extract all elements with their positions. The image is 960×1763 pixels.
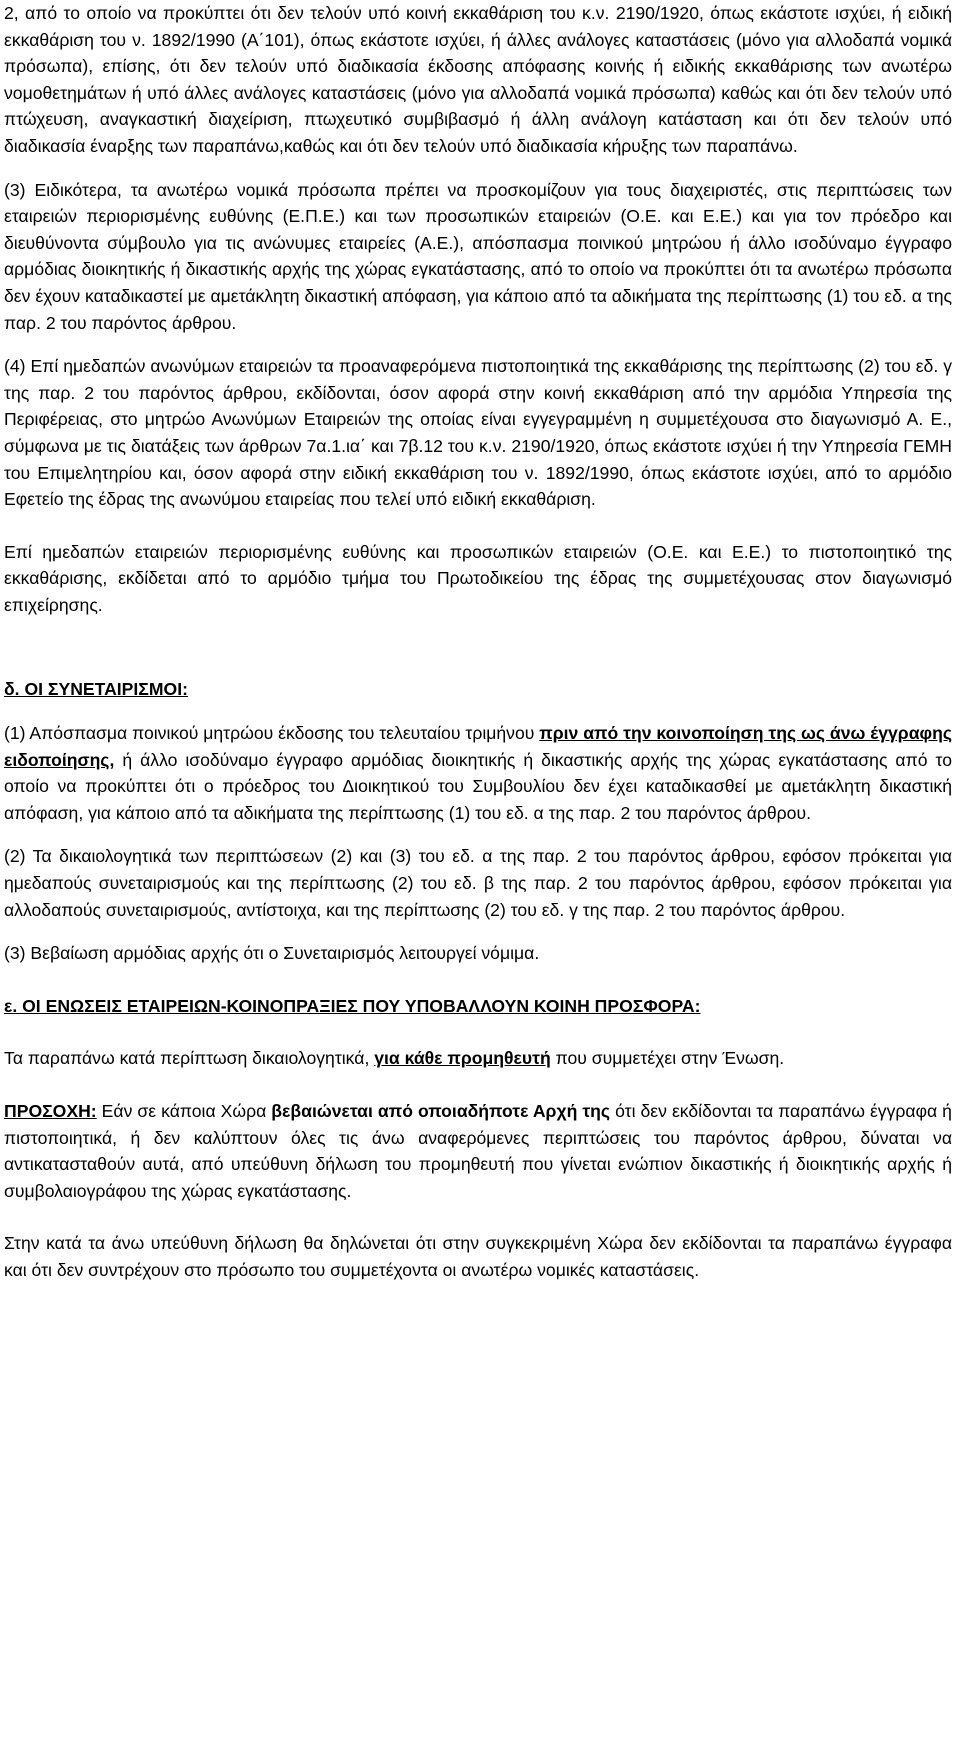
coop-1-text-end: ή άλλο ισοδύναμο έγγραφο αρμόδιας διοικητικής ή δικαστικής αρχής της χώρας εγκατάστασης από το οποίο να προκύπτει ότι ο πρόεδρος του Διοικητικού του Συμβουλίου δεν έχει καταδικασθεί με αμετάκλητη δικαστική απόφαση, για κάποιο από τα αδικήματα της περίπτωσης (1) του εδ. α της παρ. 2 του παρόντος άρθρου. <box>4 749 952 823</box>
paragraph-coop-2: (2) Τα δικαιολογητικά των περιπτώσεων (2) και (3) του εδ. α της παρ. 2 του παρόντος άρθρου, εφόσον πρόκειται για ημεδαπούς συνεταιρισμούς και της περίπτωσης (2) του εδ. β της παρ. 2 του παρόντος άρθρου, εφόσον πρόκειται για αλλοδαπούς συνεταιρισμούς, αντίστοιχα, και της περίπτωσης (2) του εδ. γ της παρ. 2 του παρόντος άρθρου. <box>4 846 952 920</box>
paragraph-liquidation-certificates-ltd: Επί ημεδαπών εταιρειών περιορισμένης ευθύνης και προσωπικών εταιρειών (Ο.Ε. και Ε.Ε.) το πιστοποιητικό της εκκαθάρισης, εκδίδεται από το αρμόδιο τμήμα του Πρωτοδικείου της έδρας της συμμετέχουσας στον διαγωνισμό επιχείρησης. <box>4 541 952 615</box>
consortia-emphasis: για κάθε προμηθευτή <box>374 1048 551 1069</box>
attention-label: ΠΡΟΣΟΧΗ: <box>4 1101 97 1121</box>
coop-1-text-start: (1) Απόσπασμα ποινικού μητρώου έκδοσης του τελευταίου τριμήνου <box>4 723 540 744</box>
attention-text-start: Εάν σε κάποια Χώρα <box>96 1101 272 1121</box>
consortia-text-end: που συμμετέχει στην Ένωση. <box>550 1048 785 1069</box>
paragraph-coop-1 <box>4 720 952 826</box>
paragraph-4-liquidation-certificates-sa: (4) Επί ημεδαπών ανωνύμων εταιρειών τα προαναφερόμενα πιστοποιητικά της εκκαθάρισης της περίπτωσης (2) του εδ. γ της παρ. 2 του παρόντος άρθρου, εκδίδονται, όσον αφορά στην κοινή εκκαθάριση από την αρμόδια Υπηρεσία της Περιφέρειας, στο μητρώο Ανωνύμων Εταιρειών της οποίας είναι εγγεγραμμένη η συμμετέχουσα στο διαγωνισμό Α. Ε., σύμφωνα με τις διατάξεις των άρθρων 7α.1.ια΄ και 7β.12 του κ.ν. 2190/1920, όπως εκάστοτε ισχύει ή την Υπηρεσία ΓΕΜΗ του Επιμελητηρίου και, όσον αφορά στην ειδική εκκαθάριση του ν. 1892/1990, όπως εκάστοτε ισχύει, από το αρμόδιο Εφετείο της έδρας της ανωνύμου εταιρείας που τελεί υπό ειδική εκκαθάριση. <box>4 356 952 510</box>
section-heading-cooperatives: δ. ΟΙ ΣΥΝΕΤΑΙΡΙΣΜΟΙ: <box>4 679 188 700</box>
coop-1-emphasis: πριν από την κοινοποίηση της ως άνω έγγραφης ειδοποίησης, <box>4 723 952 770</box>
paragraph-consortia-docs <box>4 1045 952 1072</box>
paragraph-sworn-declaration: Στην κατά τα άνω υπεύθυνη δήλωση θα δηλώνεται ότι στην συγκεκριμένη Χώρα δεν εκδίδονται τα παραπάνω έγγραφα και ότι δεν συντρέχουν στο πρόσωπο του συμμετέχοντα οι ανωτέρω νομικές καταστάσεις. <box>4 1233 952 1280</box>
consortia-text-start: Τα παραπάνω κατά περίπτωση δικαιολογητικά, <box>4 1048 375 1069</box>
attention-text-end: ότι δεν εκδίδονται τα παραπάνω έγγραφα ή πιστοποιητικά, ή δεν καλύπτουν όλες τις άνω αναφερόμενες περιπτώσεις του παρόντος άρθρου, δύναται να αντικατασταθούν αυτά, από υπεύθυνη δήλωση του προμηθευτή που γίνεται ενώπιον δικαστικής ή διοικητικής αρχής ή συμβολαιογράφου της χώρας εγκατάστασης. <box>4 1101 952 1201</box>
paragraph-continuation: 2, από το οποίο να προκύπτει ότι δεν τελούν υπό κοινή εκκαθάριση του κ.ν. 2190/1920, όπως εκάστοτε ισχύει, ή ειδική εκκαθάριση του ν. 1892/1990 (Α΄101), όπως εκάστοτε ισχύει, ή άλλες ανάλογες καταστάσεις (μόνο για αλλοδαπά νομικά πρόσωπα), επίσης, ότι δεν τελούν υπό διαδικασία έκδοσης απόφασης κοινής ή ειδικής εκκαθάρισης των ανωτέρω νομοθετημάτων ή υπό άλλες ανάλογες καταστάσεις (μόνο για αλλοδαπά νομικά πρόσωπα) καθώς και ότι δεν τελούν υπό πτώχευση, αναγκαστική διαχείριση, πτωχευτικό συμβιβασμό ή άλλη ανάλογη κατάσταση και ότι δεν τελούν υπό διαδικασία έναρξης των παραπάνω,καθώς και ότι δεν τελούν υπό διαδικασία κήρυξης των παραπάνω. <box>4 3 952 156</box>
paragraph-attention-note <box>4 1098 952 1204</box>
paragraph-coop-3: (3) Βεβαίωση αρμόδιας αρχής ότι ο Συνεταιρισμός λειτουργεί νόμιμα. <box>4 943 540 964</box>
attention-emphasis: βεβαιώνεται από οποιαδήποτε Αρχή της <box>271 1101 611 1121</box>
section-heading-consortia: ε. ΟΙ ΕΝΩΣΕΙΣ ΕΤΑΙΡΕΙΩΝ-ΚΟΙΝΟΠΡΑΞΙΕΣ ΠΟΥ ΥΠΟΒΑΛΛΟΥΝ ΚΟΙΝΗ ΠΡΟΣΦΟΡΑ: <box>4 995 701 1016</box>
paragraph-3-criminal-record-managers: (3) Ειδικότερα, τα ανωτέρω νομικά πρόσωπα πρέπει να προσκομίζουν για τους διαχειριστές, στις περιπτώσεις των εταιρειών περιορισμένης ευθύνης (Ε.Π.Ε.) και των προσωπικών εταιρειών (Ο.Ε. και Ε.Ε.) και για τον πρόεδρο και διευθύνοντα σύμβουλο για τις ανώνυμες εταιρείες (Α.Ε.), απόσπασμα ποινικού μητρώου ή άλλο ισοδύναμο έγγραφο αρμόδιας διοικητικής ή δικαστικής αρχής της χώρας εγκατάστασης, από το οποίο να προκύπτει ότι τα ανωτέρω πρόσωπα δεν έχουν καταδικαστεί με αμετάκλητη δικαστική απόφαση, για κάποιο από τα αδικήματα της περίπτωσης (1) του εδ. α της παρ. 2 του παρόντος άρθρου. <box>4 179 952 333</box>
